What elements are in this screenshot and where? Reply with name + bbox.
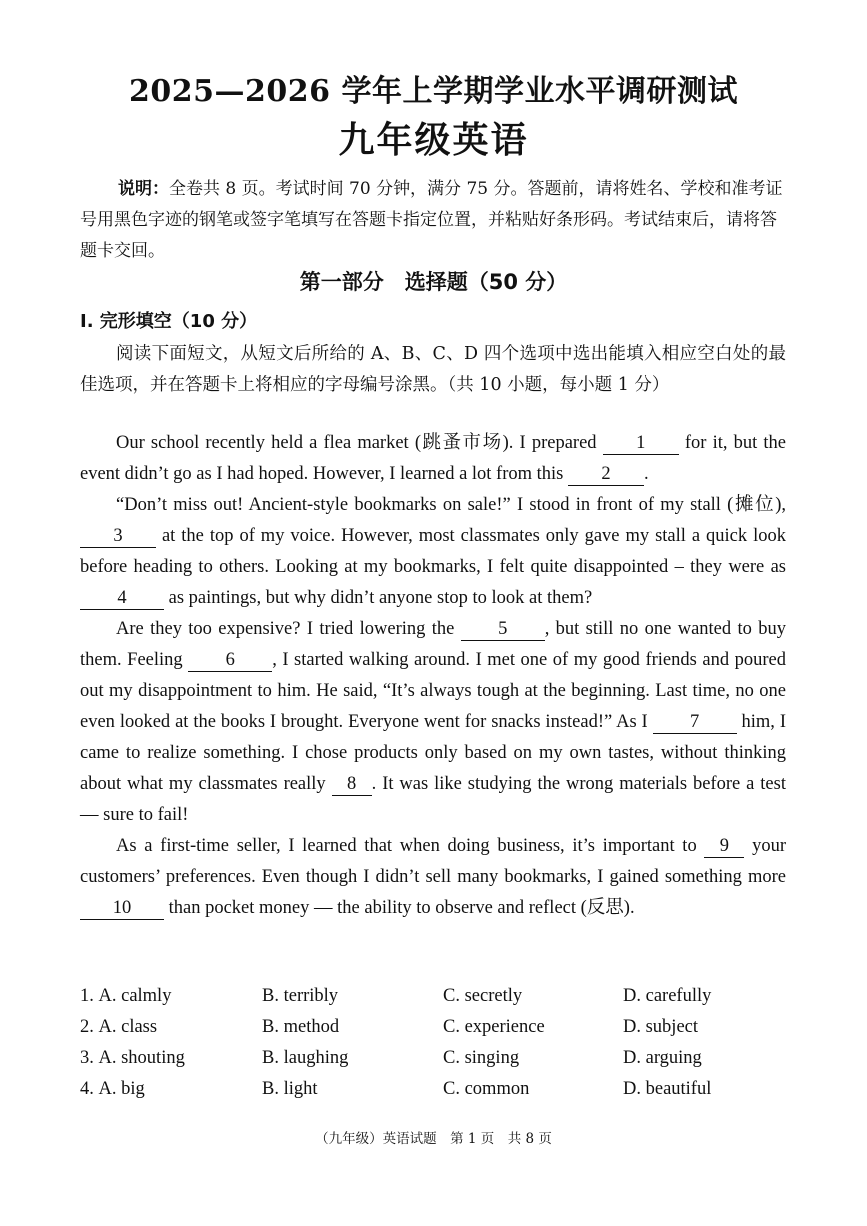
blank-4: 4 <box>80 587 164 610</box>
exam-subtitle: 九年级英语 <box>338 120 529 161</box>
passage-text: As a first-time seller, I learned that when doing business, it’s important to <box>116 836 705 856</box>
blank-10: 10 <box>80 897 164 920</box>
passage-text: as paintings, but why didn’t anyone stop to look at them? <box>164 588 593 608</box>
passage-text: , but still no one wanted to buy them. Feeling <box>80 619 786 670</box>
blank-5: 5 <box>461 618 545 641</box>
blank-2: 2 <box>568 463 644 486</box>
notes-label: 说明： <box>118 179 169 199</box>
passage-text: “Don’t miss out! Ancient-style bookmarks on sale!” I stood in front of my stall (摊位), <box>116 495 786 515</box>
section-heading: I. 完形填空（10 分） <box>80 311 258 332</box>
option-a: 1. A. calmly <box>80 986 172 1006</box>
page-footer: （九年级）英语试题 第 1 页 共 8 页 <box>315 1131 552 1147</box>
notes-text: 全卷共 8 页。考试时间 70 分钟，满分 75 分。答题前，请将姓名、学校和准考证号用黑色字迹的钢笔或签字笔填写在答题卡指定位置，并粘贴好条形码。考试结束后，请将答题卡交回。 <box>80 179 783 261</box>
passage-paragraph <box>80 490 786 614</box>
option-row <box>80 986 786 1017</box>
passage-text: . It was like studying the wrong materials before a test — sure to fail! <box>80 774 786 825</box>
option-c: C. secretly <box>443 986 523 1006</box>
option-d: D. beautiful <box>623 1079 712 1099</box>
exam-notes <box>80 174 786 267</box>
option-b: B. light <box>262 1079 318 1099</box>
passage-text: your customers’ preferences. Even though I didn’t sell many bookmarks, I gained something more <box>80 836 786 887</box>
passage-text: for it, but the event didn’t go as I had hoped. However, I learned a lot from this <box>80 433 787 484</box>
option-d: D. carefully <box>623 986 712 1006</box>
passage-text: Are they too expensive? I tried lowering the <box>116 619 461 639</box>
option-b: B. laughing <box>262 1048 349 1068</box>
option-c: C. singing <box>443 1048 520 1068</box>
option-row <box>80 1048 786 1079</box>
option-row <box>80 1079 786 1110</box>
passage-text: him, I came to realize something. I chose products only based on my own tastes, without thinking about what my classmates really <box>80 712 786 794</box>
option-d: D. subject <box>623 1017 699 1037</box>
option-a: 3. A. shouting <box>80 1048 185 1068</box>
passage-text: , I started walking around. I met one of my good friends and poured out my disappointment to him. He said, “It’s always tough at the beginning. Last time, no one even looked at the books I brought. Everyone went for snacks instead!” As I <box>80 650 786 732</box>
option-b: B. terribly <box>262 986 339 1006</box>
passage-paragraph <box>80 428 786 490</box>
blank-8: 8 <box>332 773 372 796</box>
passage-paragraph <box>80 614 786 831</box>
cloze-passage <box>80 428 786 924</box>
blank-9: 9 <box>704 835 744 858</box>
blank-1: 1 <box>603 432 679 455</box>
blank-7: 7 <box>653 711 737 734</box>
part-one-heading: 第一部分 选择题（50 分） <box>299 270 568 294</box>
passage-text: than pocket money — the ability to observe and reflect (反思). <box>164 898 635 918</box>
option-c: C. experience <box>443 1017 545 1037</box>
passage-text: . <box>644 464 649 484</box>
option-row <box>80 1017 786 1048</box>
exam-title: 2025—2026 学年上学期学业水平调研测试 <box>129 74 738 109</box>
option-d: D. arguing <box>623 1048 702 1068</box>
option-b: B. method <box>262 1017 340 1037</box>
option-a: 4. A. big <box>80 1079 145 1099</box>
section-instructions: 阅读下面短文，从短文后所给的 A、B、C、D 四个选项中选出能填入相应空白处的最佳选项，并在答题卡上将相应的字母编号涂黑。（共 10 小题，每小题 1 分） <box>80 344 786 395</box>
answer-options <box>80 986 786 1110</box>
blank-6: 6 <box>188 649 272 672</box>
passage-text: Our school recently held a flea market (跳蚤市场). I prepared <box>116 433 603 453</box>
blank-3: 3 <box>80 525 156 548</box>
passage-paragraph <box>80 831 786 924</box>
option-c: C. common <box>443 1079 530 1099</box>
passage-text: at the top of my voice. However, most classmates only gave my stall a quick look before heading to others. Looking at my bookmarks, I felt quite disappointed – they were as <box>80 526 786 577</box>
option-a: 2. A. class <box>80 1017 158 1037</box>
